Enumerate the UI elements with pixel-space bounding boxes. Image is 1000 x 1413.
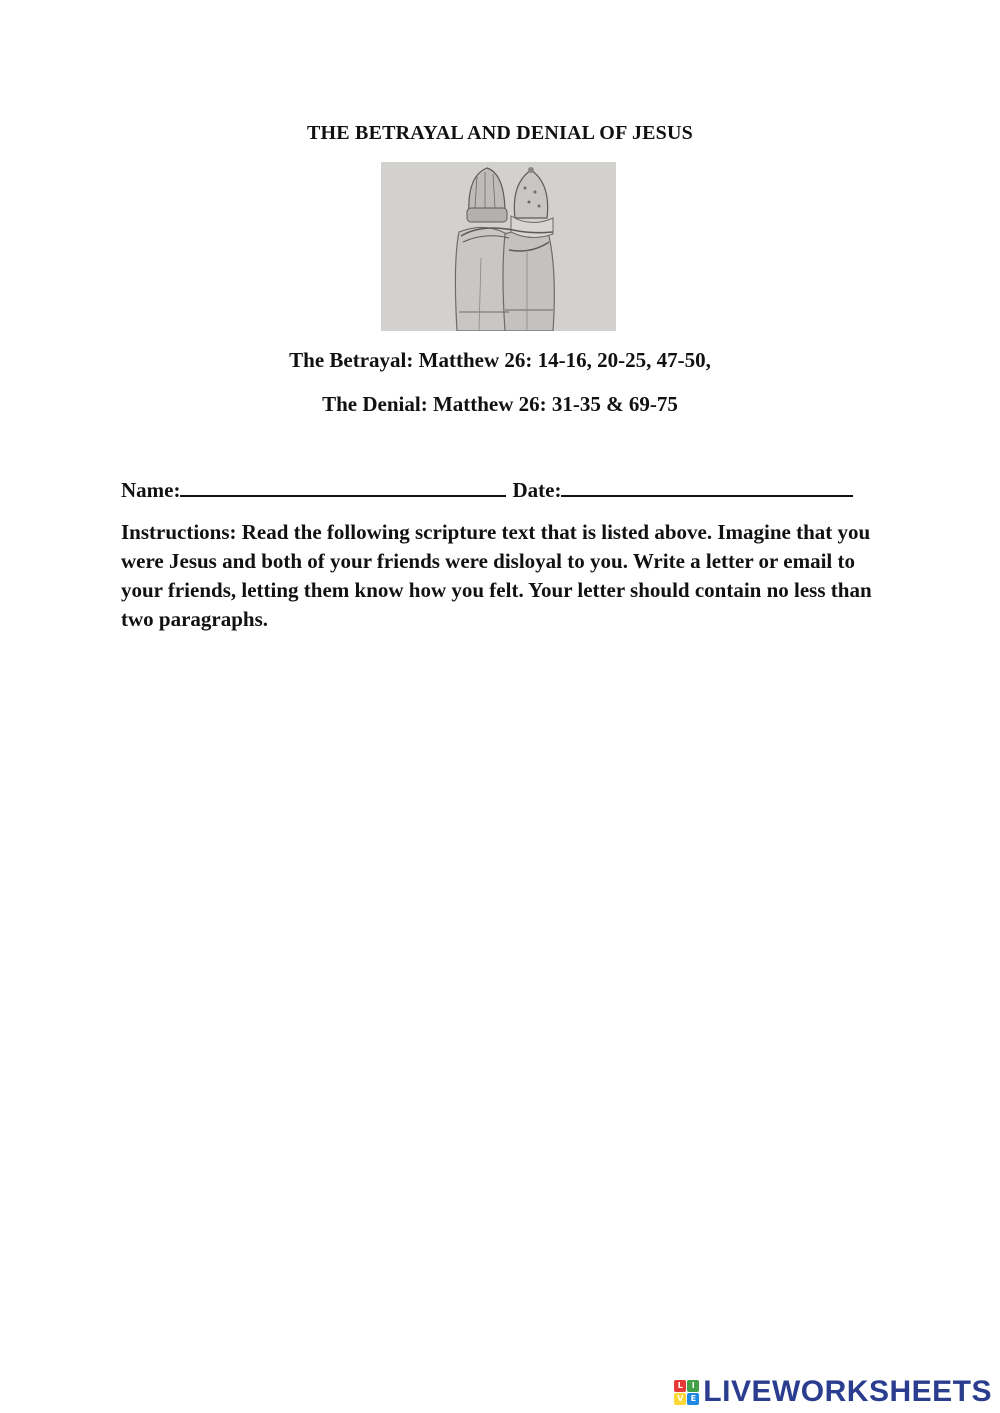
logo-letter: E (687, 1393, 699, 1405)
friends-embracing-illustration (381, 162, 616, 331)
logo-letter: I (687, 1380, 699, 1392)
name-label: Name: (121, 478, 181, 502)
worksheet-title: THE BETRAYAL AND DENIAL OF JESUS (307, 122, 693, 144)
liveworksheets-logo-icon (674, 1380, 699, 1405)
name-date-row (121, 477, 881, 503)
betrayal-scripture-reference: The Betrayal: Matthew 26: 14-16, 20-25, 47-50, (289, 348, 711, 372)
instructions-paragraph: Instructions: Read the following scripture text that is listed above. Imagine that you were Jesus and both of your friends were disloyal to you. Write a letter or email to your friends, letting them know how you felt. Your letter should contain no less than two paragraphs. (121, 520, 872, 631)
name-field[interactable] (180, 477, 506, 497)
liveworksheets-watermark (674, 1377, 992, 1407)
date-label: Date: (512, 478, 562, 502)
denial-scripture-reference: The Denial: Matthew 26: 31-35 & 69-75 (322, 392, 678, 416)
logo-letter: V (674, 1393, 686, 1405)
logo-letter: L (674, 1380, 686, 1392)
watermark-text: LIVEWORKSHEETS (703, 1375, 992, 1408)
two-friends-embracing-icon (381, 162, 616, 331)
date-field[interactable] (561, 477, 853, 497)
